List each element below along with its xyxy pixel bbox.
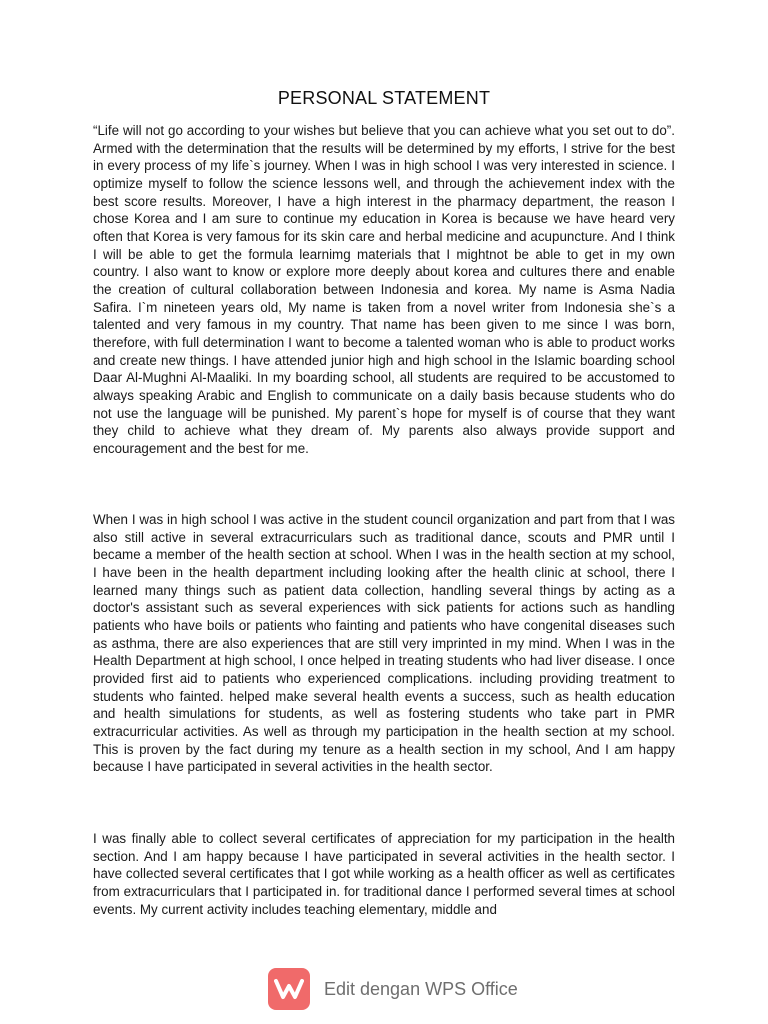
paragraph-1: “Life will not go according to your wishes but believe that you can achieve what you set out to do”. Armed with the determination that the results will be determined by my efforts, I strive for the best in every process of my life`s journey. When I was in high school I was very interested in science. I optimize myself to follow the science lessons well, and through the achievement index with the best score results. Moreover, I have a high interest in the pharmacy department, the reason I chose Korea and I am sure to continue my education in Korea is because we have heard very often that Korea is very famous for its skin care and herbal medicine and acupuncture. And I think I will be able to get the formula learnimg materials that I mightnot be able to get in my own country. I also want to know or explore more deeply about korea and cultures there and enable the creation of cultural collaboration between Indonesia and korea. My name is Asma Nadia Safira. I`m nineteen years old, My name is taken from a novel writer from Indonesia she`s a talented and very famous in my country. That name has been given to me since I was born, therefore, with full determination I want to become a talented woman who is able to product works and create new things. I have attended junior high and high school in the Islamic boarding school Daar Al-Mughni Al-Maaliki. In my boarding school, all students are required to be accustomed to always speaking Arabic and English to communicate on a daily basis because students who do not use the language will be punished. My parent`s hope for myself is of course that they want they child to achieve what they dream of. My parents also always provide support and encouragement and the best for me. (93, 123, 675, 456)
wps-edit-label: Edit dengan WPS Office (324, 978, 518, 999)
paragraph-2: When I was in high school I was active in the student council organization and part from that I was also still active in several extracurriculars such as traditional dance, scouts and PMR until I became a member of the health section at school. When I was in the health section at my school, I have been in the health department including looking after the health clinic at school, there I learned many things such as patient data collection, handling several things by acting as a doctor's assistant such as several experiences with sick patients for actions such as handling patients who have boils or patients who fainting and patients who have congenital diseases such as asthma, there are also experiences that are still very imprinted in my mind. When I was in the Health Department at high school, I once helped in treating students who had liver disease. I once provided first aid to patients who experienced complications. including providing treatment to students who fainted. helped make several health events a success, such as health education and health simulations for students, as well as fostering students who take part in PMR extracurricular activities. As well as through my participation in the health section at my school. This is proven by the fact during my tenure as a health section in my school, And I am happy because I have participated in several activities in the health sector. (93, 512, 675, 775)
wps-office-logo-icon (268, 968, 310, 1010)
wps-edit-link[interactable] (268, 968, 518, 1010)
paragraph-3: I was finally able to collect several certificates of appreciation for my participation in the health section. And I am happy because I have participated in several activities in the health sector. I have collected several certificates that I got while working as a health officer as well as certificates from extracurriculars that I participated in. for traditional dance I performed several times at school events. My current activity includes teaching elementary, middle and (93, 831, 675, 917)
document-title: PERSONAL STATEMENT (277, 88, 491, 108)
